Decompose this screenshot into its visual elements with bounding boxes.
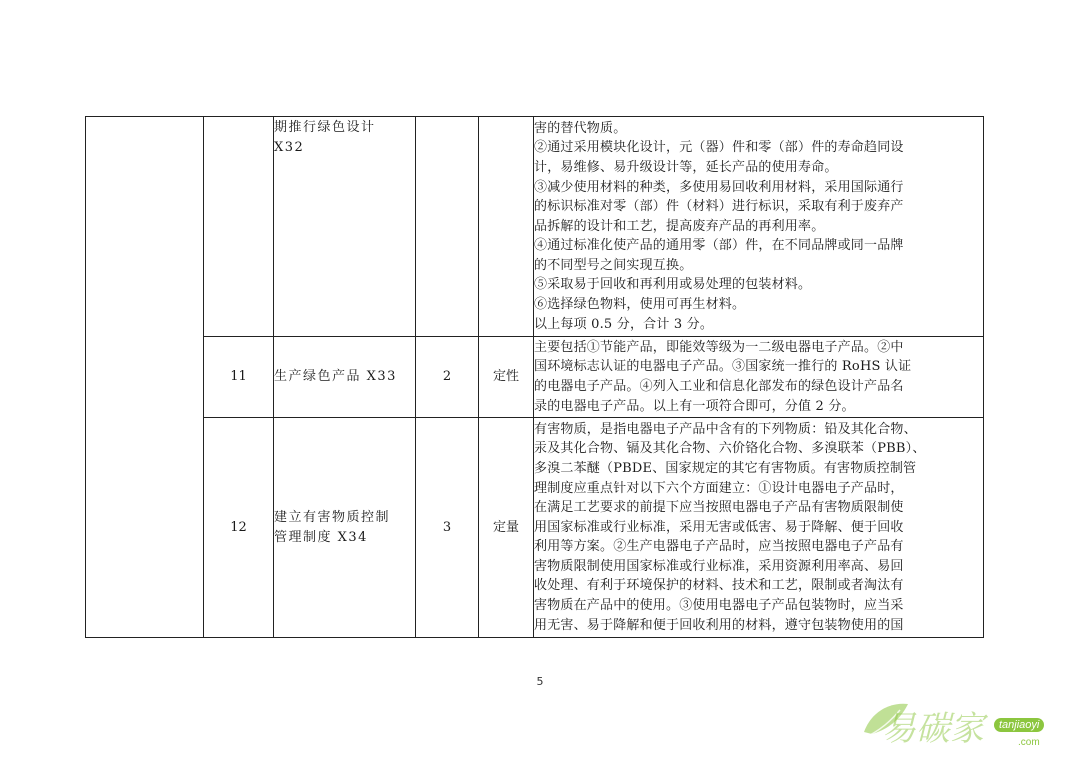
row-number-cell: 11	[204, 337, 274, 418]
description-line: ④通过标准化使产品的通用零（部）件，在不同品牌或同一品牌	[534, 238, 904, 254]
description-line: ③减少使用材料的种类，多使用易回收利用材料，采用国际通行	[534, 179, 904, 195]
indicator-name-line: 期推行绿色设计	[274, 120, 376, 135]
watermark-logo	[858, 692, 1058, 754]
row-number-cell: 12	[204, 418, 274, 638]
page-number: 5	[536, 675, 544, 688]
description-line: 理制度应重点针对以下六个方面建立：①设计电器电子产品时，	[534, 480, 904, 496]
description-line: 录的电器电子产品。以上有一项符合即可，分值 2 分。	[534, 398, 855, 414]
description-line: 用国家标准或行业标准，采用无害或低害、易于降解、便于回收	[534, 519, 904, 535]
description-line: ⑥选择绿色物料，使用可再生材料。	[534, 297, 746, 313]
description-line: 利用等方案。②生产电器电子产品时，应当按照电器电子产品有	[534, 539, 904, 555]
method-cell	[479, 117, 534, 337]
indicator-name-line: 管理制度 X34	[274, 529, 368, 545]
description-line: 的标识标准对零（部）件（材料）进行标识，采取有利于废弃产	[534, 199, 904, 215]
svg-text:易碳家: 易碳家	[882, 709, 984, 749]
description-line: 害的替代物质。	[534, 120, 627, 136]
indicator-name-line: 建立有害物质控制	[274, 509, 391, 525]
description-line: 多溴二苯醚（PBDE、国家规定的其它有害物质。有害物质控制管	[534, 460, 917, 476]
evaluation-table	[85, 116, 984, 638]
table-row	[86, 117, 984, 337]
description-line: 收处理、有利于环境保护的材料、技术和工艺，限制或者淘汰有	[534, 578, 904, 594]
watermark-domain: .com	[1018, 737, 1040, 748]
description-line: 以上每项 0.5 分，合计 3 分。	[534, 316, 714, 332]
description-line: 在满足工艺要求的前提下应当按照电器电子产品有害物质限制使	[534, 500, 904, 516]
description-line: 品拆解的设计和工艺，提高废弃产品的再利用率。	[534, 218, 825, 234]
description-line: 的电器电子产品。④列入工业和信息化部发布的绿色设计产品名	[534, 379, 904, 394]
description-line: 的不同型号之间实现互换。	[534, 257, 693, 273]
description-cell	[534, 117, 984, 337]
description-line: 汞及其化合物、镉及其化合物、六价铬化合物、多溴联苯（PBB）、	[534, 441, 926, 457]
description-line: 害物质限制使用国家标准或行业标准，采用资源利用率高、易回	[534, 558, 904, 574]
indicator-name-line: 生产绿色产品 X33	[274, 369, 397, 385]
method-cell: 定量	[479, 418, 534, 638]
score-cell	[416, 117, 479, 337]
score-cell: 2	[416, 337, 479, 418]
watermark-site: tanjiaoyi	[994, 718, 1044, 732]
indicator-name-cell	[274, 418, 416, 638]
description-line: 计，易维修、易升级设计等，延长产品的使用寿命。	[534, 159, 838, 175]
description-line: 国环境标志认证的电器电子产品。③国家统一推行的 RoHS 认证	[534, 359, 912, 375]
description-line: 害物质在产品中的使用。③使用电器电子产品包装物时，应当采	[534, 598, 904, 614]
category-cell	[86, 117, 204, 638]
indicator-name-cell	[274, 337, 416, 418]
method-cell: 定性	[479, 337, 534, 418]
description-line: 有害物质，是指电器电子产品中含有的下列物质：铅及其化合物、	[534, 421, 917, 437]
description-cell	[534, 337, 984, 418]
description-cell	[534, 418, 984, 638]
table-row	[86, 418, 984, 638]
indicator-name-cell	[274, 117, 416, 337]
description-line: 主要包括①节能产品，即能效等级为一二级电器电子产品。②中	[534, 339, 904, 355]
row-number-cell	[204, 117, 274, 337]
score-cell: 3	[416, 418, 479, 638]
description-line: ⑤采取易于回收和再利用或易处理的包装材料。	[534, 277, 812, 293]
table-row	[86, 337, 984, 418]
description-line: ②通过采用模块化设计，元（器）件和零（部）件的寿命趋同设	[534, 140, 904, 156]
indicator-name-line: X32	[274, 139, 305, 155]
description-line: 用无害、易于降解和便于回收利用的材料，遵守包装物使用的国	[534, 617, 904, 633]
